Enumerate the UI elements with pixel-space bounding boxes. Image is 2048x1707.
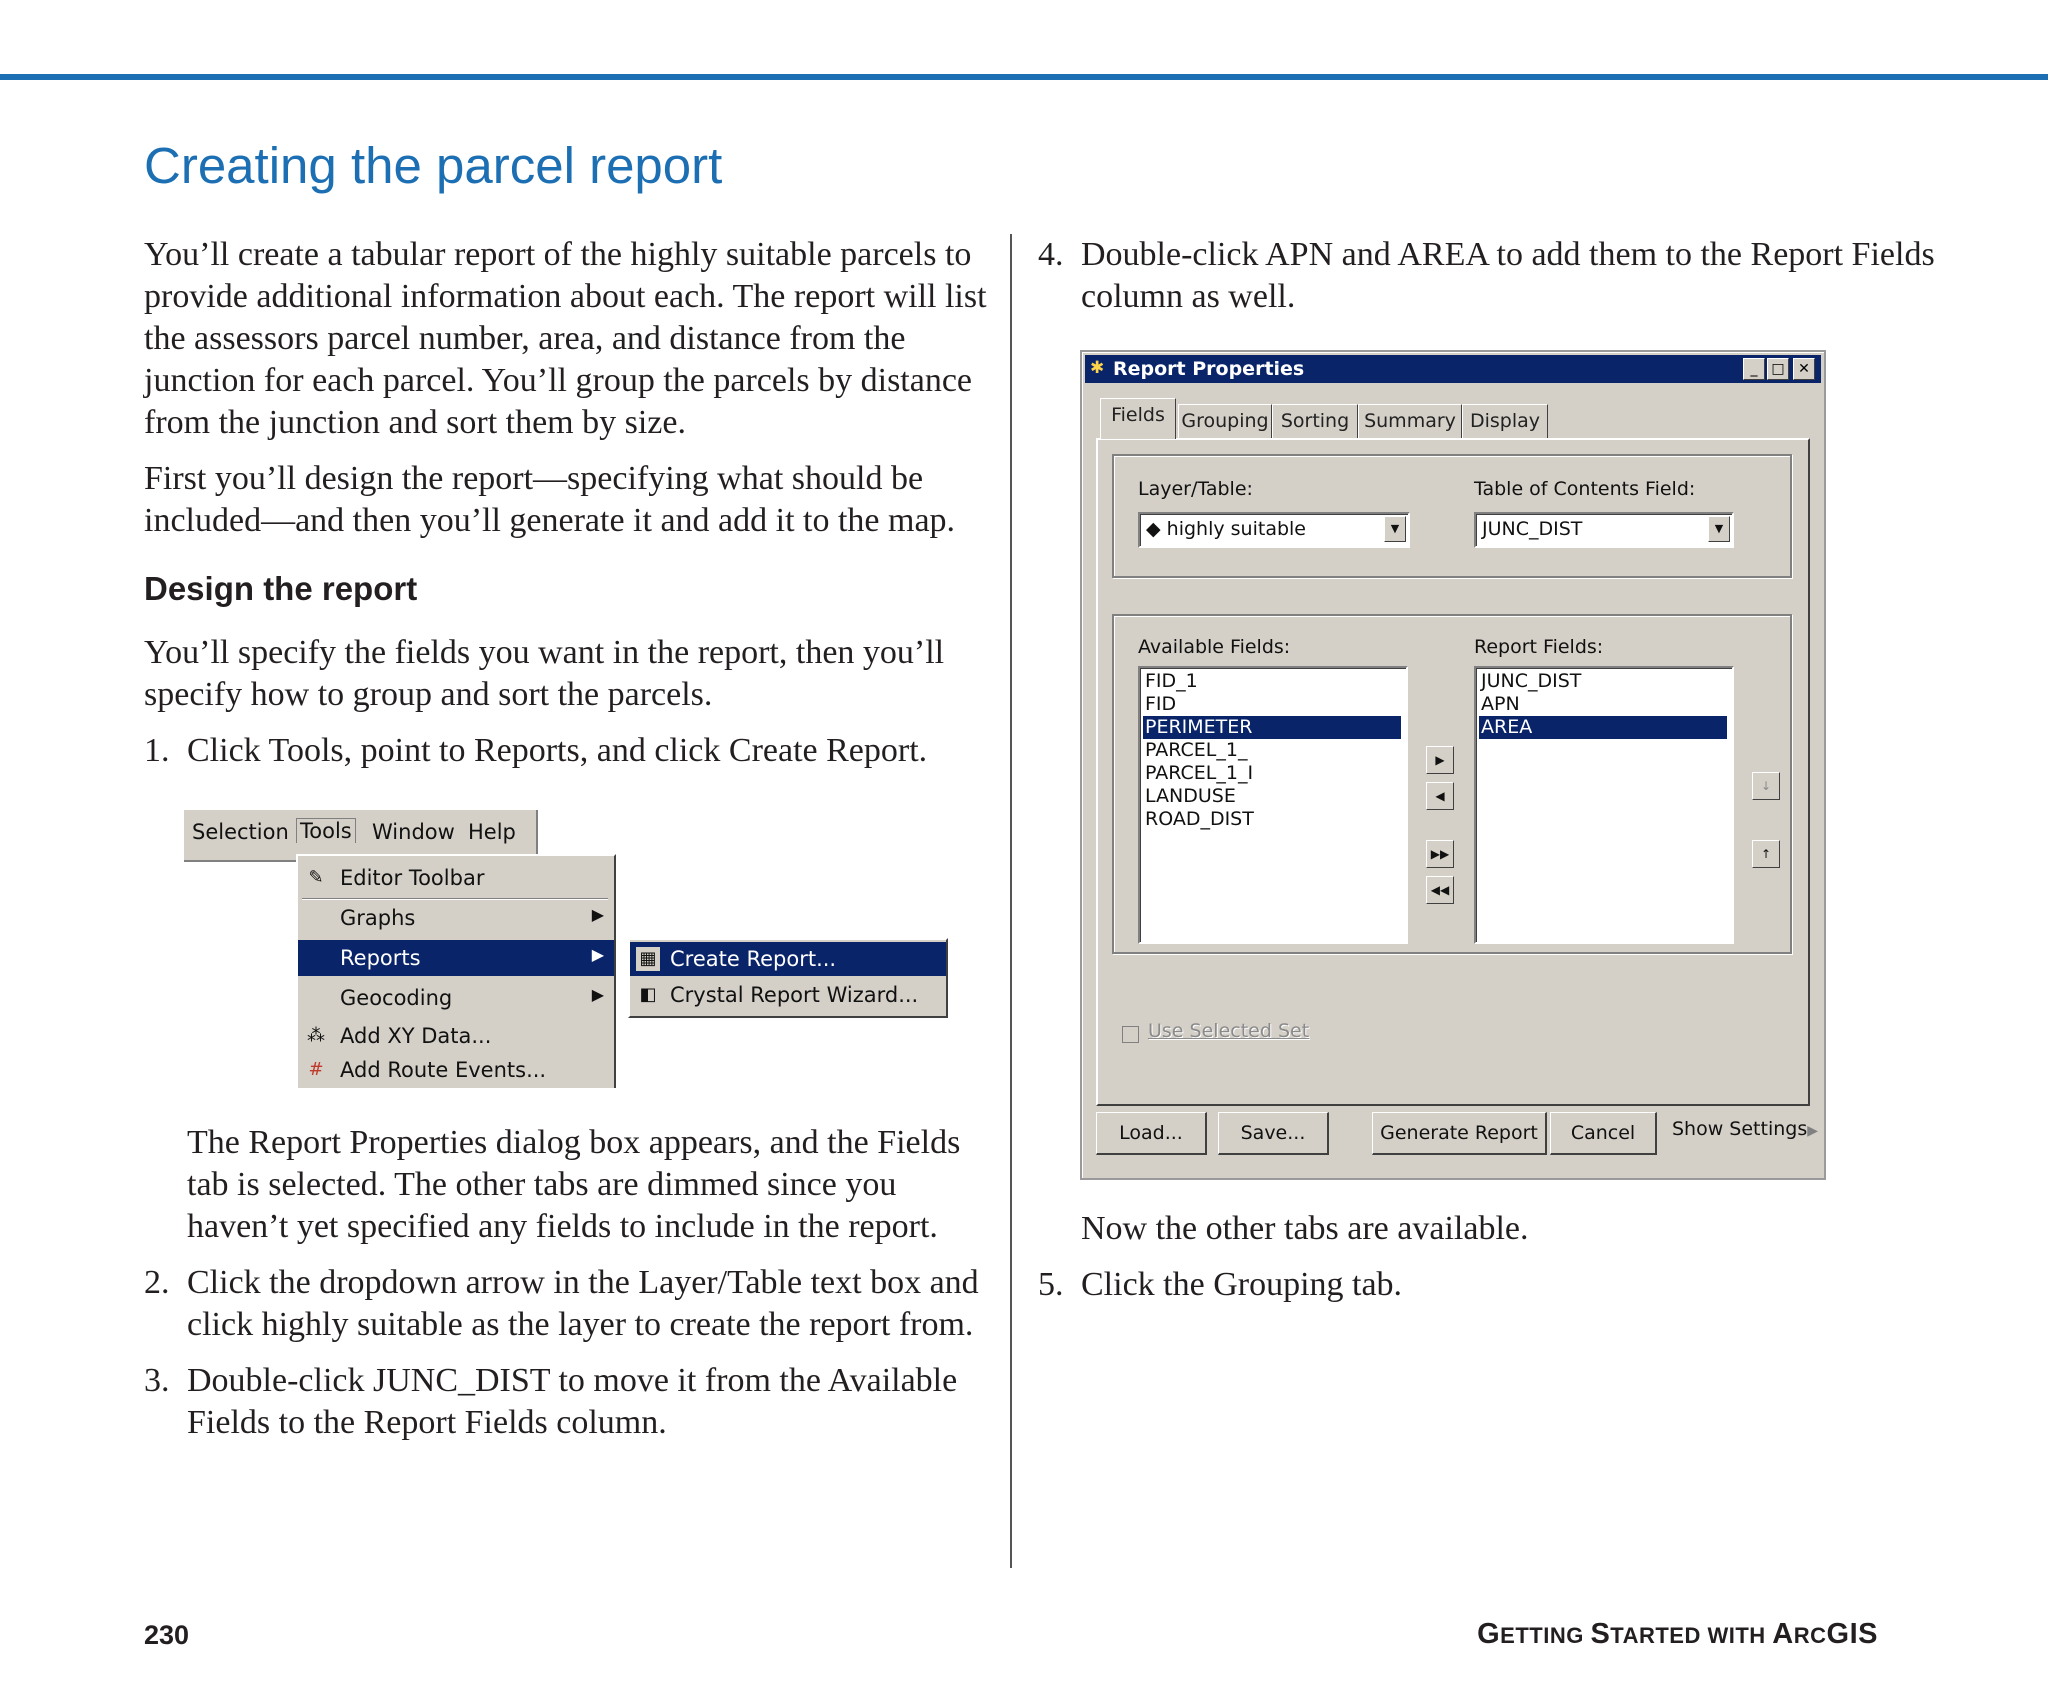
menu-item-add-xy-data[interactable]	[298, 1018, 614, 1054]
step-1-number: 1.	[144, 732, 170, 769]
intro-paragraph: You’ll create a tabular report of the highly suitable parcels to provide additional information about each. The report will list the assessors parcel number, area, and distance from the junction for each parcel. You’ll group the parcels by distance from the junction and sort them by size.	[144, 236, 987, 441]
step-1	[144, 730, 994, 772]
list-item[interactable]: PARCEL_1_	[1145, 739, 1248, 761]
menu-window[interactable]: Window	[372, 820, 455, 844]
menu-item-label: Geocoding	[340, 986, 453, 1010]
layer-table-value	[1146, 518, 1306, 540]
step-3	[144, 1360, 994, 1444]
tab-sorting[interactable]: Sorting	[1272, 404, 1358, 439]
toc-field-combo[interactable]	[1474, 512, 1734, 548]
section-heading: Design the report	[144, 570, 418, 607]
available-fields-label: Available Fields:	[1138, 636, 1291, 658]
pencil-icon: ✎	[308, 867, 324, 888]
step-2	[144, 1262, 994, 1346]
list-item[interactable]: PERIMETER	[1143, 716, 1401, 739]
menu-help[interactable]: Help	[468, 820, 516, 844]
menu-item-add-route-events[interactable]	[298, 1052, 614, 1088]
available-fields-list[interactable]	[1138, 666, 1408, 944]
design-intro: You’ll specify the fields you want in the report, then you’ll specify how to group and sort the parcels.	[144, 634, 945, 713]
submenu-arrow-icon: ▶	[591, 945, 604, 964]
layer-diamond-icon: ◆	[1146, 518, 1161, 540]
book-title-part: G	[1477, 1618, 1501, 1650]
step-2-text: Click the dropdown arrow in the Layer/Table text box and click highly suitable as the layer to create the report from.	[187, 1264, 979, 1343]
tools-dropdown	[296, 854, 616, 1088]
report-fields-list[interactable]	[1474, 666, 1734, 944]
step-1-text: Click Tools, point to Reports, and click Create Report.	[187, 732, 928, 769]
step-5-number: 5.	[1038, 1266, 1064, 1303]
book-title	[1477, 1618, 1878, 1651]
list-item[interactable]: LANDUSE	[1145, 785, 1236, 807]
menu-item-label: Add Route Events...	[340, 1058, 547, 1082]
list-item[interactable]: FID	[1145, 693, 1177, 715]
menu-item-crystal-report-wizard[interactable]	[630, 978, 946, 1012]
layer-value-text: highly suitable	[1166, 518, 1306, 540]
use-selected-set-label: Use Selected Set	[1148, 1020, 1310, 1042]
tab-grouping[interactable]: Grouping	[1178, 404, 1272, 439]
menu-item-label: Graphs	[340, 906, 416, 930]
menu-item-label: Reports	[340, 946, 421, 970]
layer-table-label: Layer/Table:	[1138, 478, 1253, 500]
save-button[interactable]: Save...	[1218, 1112, 1329, 1155]
add-field-icon[interactable]: ▶	[1426, 746, 1454, 774]
load-button[interactable]: Load...	[1096, 1112, 1207, 1155]
minimize-icon[interactable]: _	[1743, 358, 1765, 380]
layer-table-combo[interactable]	[1138, 512, 1410, 548]
generate-report-button[interactable]: Generate Report	[1372, 1112, 1547, 1155]
maximize-icon[interactable]: □	[1767, 358, 1789, 380]
remove-field-icon[interactable]: ◀	[1426, 782, 1454, 810]
book-title-part: RC	[1793, 1623, 1827, 1648]
book-title-part: TARTED WITH	[1610, 1623, 1773, 1648]
submenu-arrow-icon: ▶	[591, 985, 604, 1004]
xy-icon: ⁂	[307, 1025, 325, 1046]
add-all-fields-icon[interactable]: ▶▶	[1426, 840, 1454, 868]
list-item[interactable]: ROAD_DIST	[1145, 808, 1254, 830]
wizard-icon: ◧	[639, 984, 657, 1005]
submenu-label: Crystal Report Wizard...	[670, 983, 919, 1007]
toc-field-label: Table of Contents Field:	[1474, 478, 1696, 500]
table-icon: ▦	[636, 947, 660, 971]
app-icon: ✱	[1090, 358, 1105, 378]
right-column	[1038, 234, 1938, 332]
step-4-number: 4.	[1038, 236, 1064, 273]
tab-fields[interactable]: Fields	[1100, 398, 1176, 439]
fields-tab-panel	[1096, 438, 1810, 1106]
cancel-button[interactable]: Cancel	[1550, 1112, 1657, 1155]
step-4	[1038, 234, 1938, 318]
submenu-arrow-icon: ▶	[591, 905, 604, 924]
list-item[interactable]: PARCEL_1_I	[1145, 762, 1254, 784]
book-title-part: GIS	[1826, 1618, 1878, 1650]
menu-item-label: Add XY Data...	[340, 1024, 492, 1048]
step-4-text: Double-click APN and AREA to add them to the Report Fields column as well.	[1081, 236, 1935, 315]
step-2-number: 2.	[144, 1264, 170, 1301]
list-item[interactable]: JUNC_DIST	[1481, 670, 1582, 692]
left-column	[144, 234, 994, 786]
book-title-part: S	[1590, 1618, 1611, 1650]
move-down-icon[interactable]: ↓	[1752, 772, 1780, 800]
step-5-text: Click the Grouping tab.	[1081, 1266, 1403, 1303]
tab-display[interactable]: Display	[1462, 404, 1548, 439]
menu-item-create-report[interactable]	[630, 942, 946, 976]
tools-menu-screenshot	[184, 810, 944, 1086]
report-fields-label: Report Fields:	[1474, 636, 1604, 658]
book-title-part: ETTING	[1500, 1623, 1591, 1648]
dialog-titlebar	[1085, 355, 1821, 383]
step-3-text: Double-click JUNC_DIST to move it from the Available Fields to the Report Fields column.	[187, 1362, 958, 1441]
menu-selection[interactable]: Selection	[192, 820, 289, 844]
tab-summary[interactable]: Summary	[1358, 404, 1462, 439]
step-3-number: 3.	[144, 1362, 170, 1399]
book-title-part: A	[1772, 1618, 1794, 1650]
dropdown-arrow-icon[interactable]: ▼	[1384, 516, 1406, 542]
after-dialog-text: Now the other tabs are available.	[1081, 1210, 1529, 1247]
show-settings-label: Show Settings	[1672, 1118, 1808, 1140]
submenu-label: Create Report...	[670, 947, 837, 971]
menu-item-graphs[interactable]	[298, 900, 614, 936]
dropdown-arrow-icon[interactable]: ▼	[1708, 516, 1730, 542]
use-selected-set-checkbox[interactable]	[1122, 1026, 1139, 1043]
menu-item-label: Editor Toolbar	[340, 866, 485, 890]
remove-all-fields-icon[interactable]: ◀◀	[1426, 876, 1454, 904]
after-menu-text: The Report Properties dialog box appears, and the Fields tab is selected. The other tabs are dimmed since you haven’t yet specified any fields to include in the report.	[187, 1124, 961, 1245]
right-column-lower	[1038, 1208, 1938, 1320]
page-number: 230	[144, 1620, 190, 1650]
expand-arrow-icon: ▶	[1807, 1123, 1819, 1139]
route-icon: #	[308, 1059, 324, 1080]
step-5	[1038, 1264, 1938, 1306]
list-item[interactable]: FID_1	[1145, 670, 1198, 692]
dialog-title: Report Properties	[1113, 358, 1305, 380]
header-rule	[0, 74, 2048, 80]
menu-item-geocoding[interactable]	[298, 980, 614, 1016]
list-item[interactable]: AREA	[1479, 716, 1727, 739]
menu-item-reports[interactable]	[298, 940, 614, 976]
show-settings-toggle[interactable]	[1672, 1118, 1818, 1140]
menu-tools[interactable]: Tools	[296, 818, 356, 843]
reports-submenu	[628, 938, 948, 1018]
move-up-icon[interactable]: ↑	[1752, 840, 1780, 868]
intro-paragraph-2: First you’ll design the report—specifying what should be included—and then you’ll generate it and add it to the map.	[144, 460, 956, 539]
left-column-lower	[144, 1122, 994, 1458]
toc-field-value: JUNC_DIST	[1482, 518, 1583, 540]
report-properties-dialog	[1080, 350, 1826, 1180]
page-title: Creating the parcel report	[144, 137, 723, 194]
column-divider	[1010, 234, 1012, 1568]
close-icon[interactable]: ✕	[1793, 358, 1815, 380]
list-item[interactable]: APN	[1481, 693, 1520, 715]
menu-item-editor-toolbar[interactable]	[298, 860, 614, 896]
